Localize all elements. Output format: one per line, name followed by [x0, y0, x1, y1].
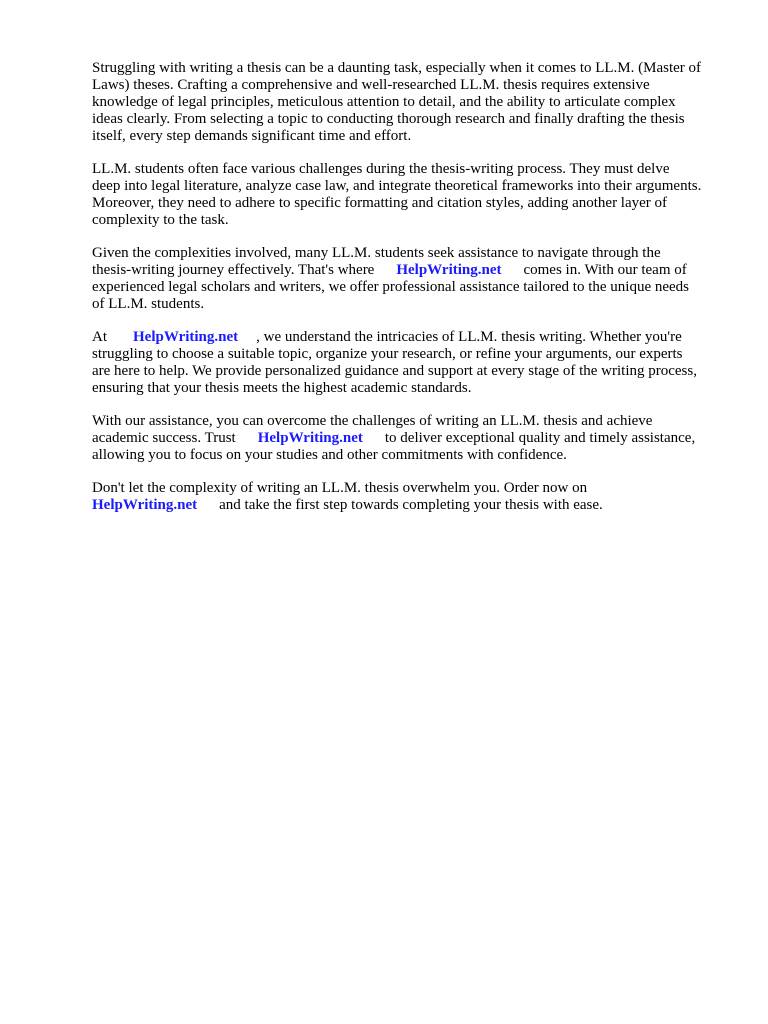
paragraph-assistance: [92, 245, 728, 313]
paragraph-success: [92, 413, 728, 464]
text-segment: to deliver exceptional quality and timely assistance,: [384, 430, 696, 446]
text-line: Laws) theses. Crafting a comprehensive and well-researched LL.M. thesis requires extensive: [92, 77, 650, 93]
text-line: ensuring that your thesis meets the highest academic standards.: [92, 380, 472, 396]
text-line: of LL.M. students.: [92, 296, 205, 312]
text-segment: academic success. Trust: [92, 430, 236, 446]
text-line: deep into legal literature, analyze case law, and integrate theoretical frameworks into their arguments.: [92, 178, 702, 194]
text-line: Don't let the complexity of writing an LL.M. thesis overwhelm you. Order now on: [92, 480, 588, 496]
paragraph-order-now: [92, 480, 728, 514]
text-line: struggling to choose a suitable topic, organize your research, or refine your arguments, our experts: [92, 346, 683, 362]
helpwriting-link[interactable]: HelpWriting.net: [92, 497, 198, 513]
helpwriting-link[interactable]: HelpWriting.net: [133, 329, 239, 345]
text-line: [92, 497, 728, 514]
paragraph-challenges: [92, 161, 728, 229]
paragraph-at-service: [92, 329, 728, 397]
helpwriting-link[interactable]: HelpWriting.net: [257, 430, 363, 446]
text-line: [92, 329, 728, 346]
text-line: [92, 262, 728, 279]
text-line: knowledge of legal principles, meticulous attention to detail, and the ability to articulate complex: [92, 94, 676, 110]
text-line: [92, 430, 728, 447]
text-segment: At: [92, 329, 107, 345]
text-segment: , we understand the intricacies of LL.M. thesis writing. Whether you're: [256, 329, 682, 345]
text-line: complexity to the task.: [92, 212, 229, 228]
text-line: ideas clearly. From selecting a topic to conducting thorough research and finally drafting the thesis: [92, 111, 685, 127]
document-body: [92, 60, 728, 530]
text-line: itself, every step demands significant time and effort.: [92, 128, 412, 144]
text-segment: thesis-writing journey effectively. That's where: [92, 262, 375, 278]
text-segment: comes in. With our team of: [523, 262, 687, 278]
text-line: are here to help. We provide personalized guidance and support at every stage of the writing process,: [92, 363, 697, 379]
text-line: With our assistance, you can overcome the challenges of writing an LL.M. thesis and achieve: [92, 413, 653, 429]
helpwriting-link[interactable]: HelpWriting.net: [396, 262, 502, 278]
text-line: experienced legal scholars and writers, we offer professional assistance tailored to the unique needs: [92, 279, 690, 295]
text-line: LL.M. students often face various challenges during the thesis-writing process. They must delve: [92, 161, 670, 177]
text-line: Moreover, they need to adhere to specific formatting and citation styles, adding another layer of: [92, 195, 668, 211]
text-line: Given the complexities involved, many LL.M. students seek assistance to navigate through the: [92, 245, 661, 261]
text-segment: and take the first step towards completing your thesis with ease.: [219, 497, 603, 513]
paragraph-intro: [92, 60, 728, 145]
text-line: allowing you to focus on your studies and other commitments with confidence.: [92, 447, 567, 463]
text-line: Struggling with writing a thesis can be a daunting task, especially when it comes to LL.M. (Master of: [92, 60, 702, 76]
